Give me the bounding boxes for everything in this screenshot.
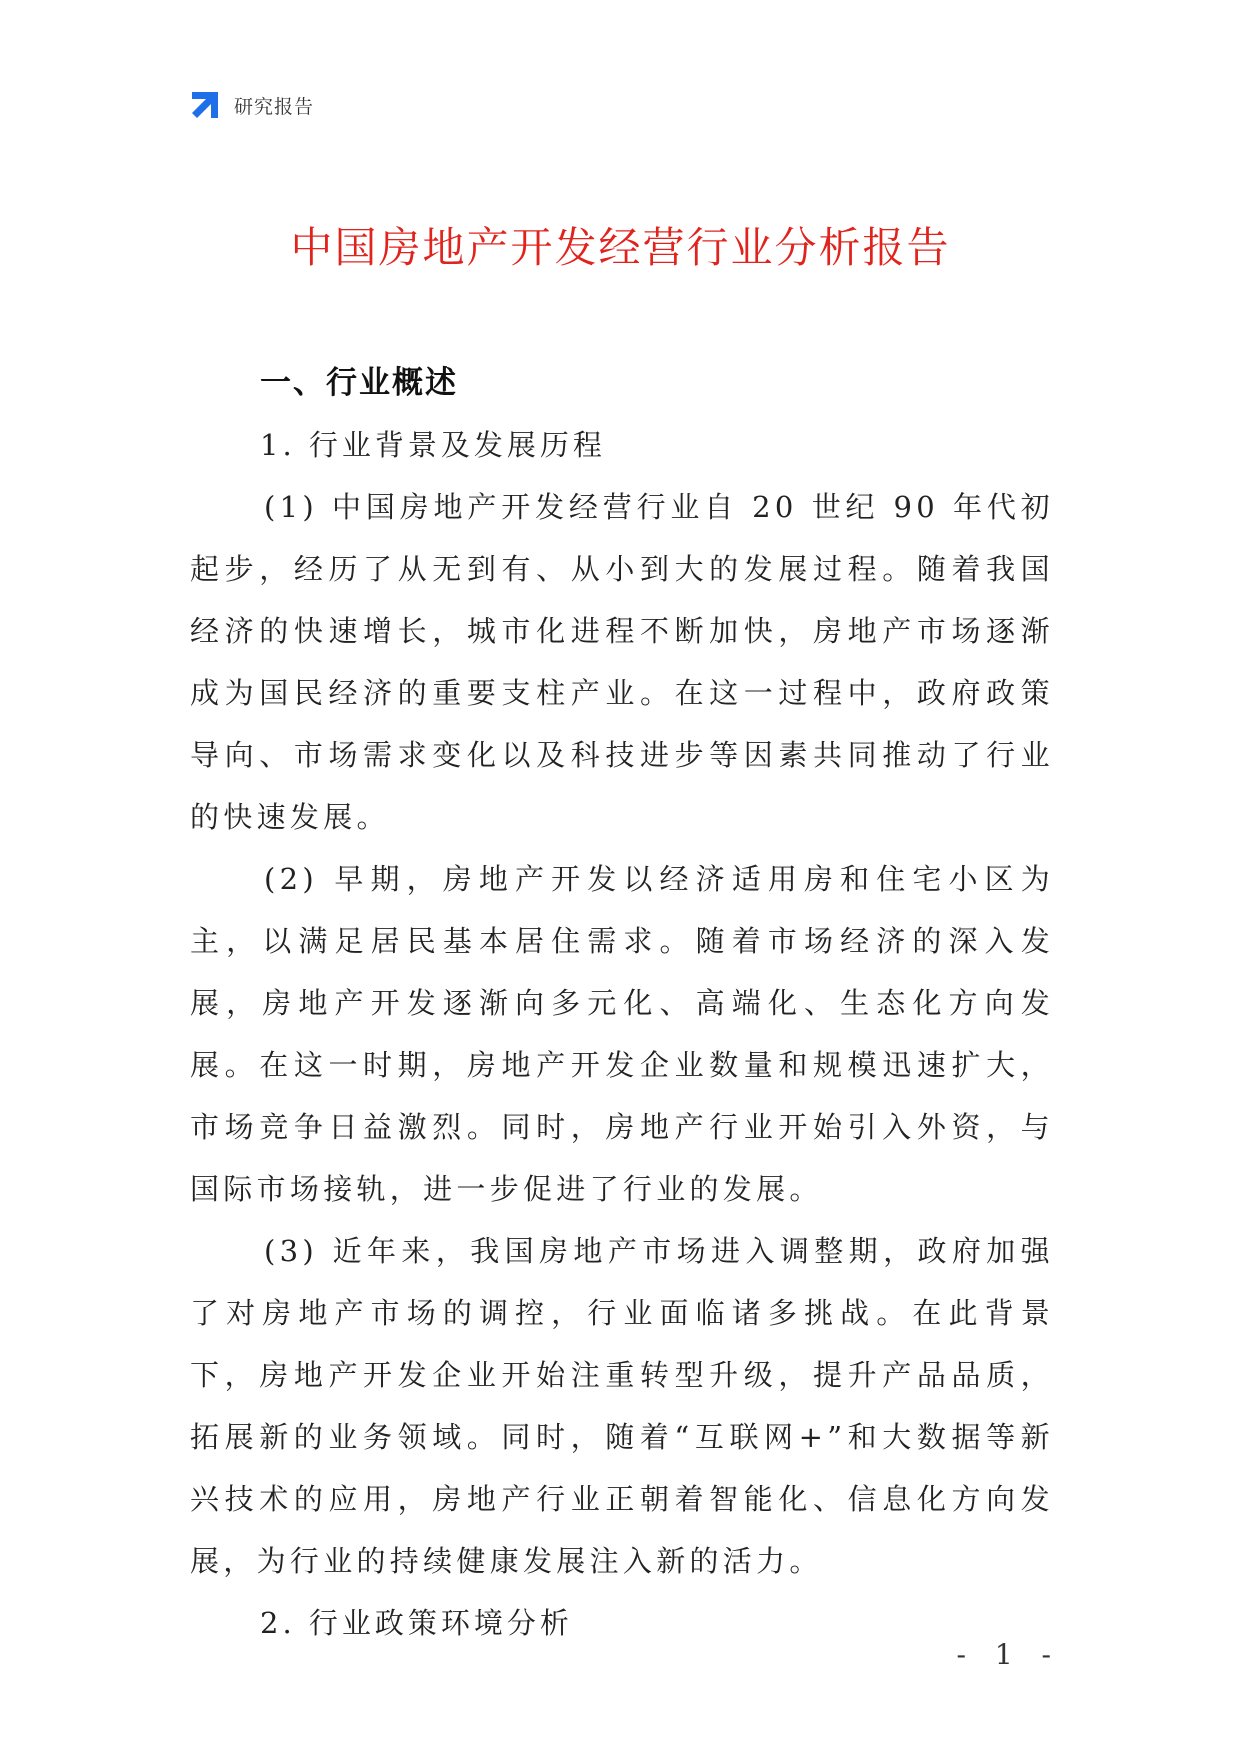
document-title: 中国房地产开发经营行业分析报告: [290, 223, 951, 272]
paragraph-2: (2) 早期，房地产开发以经济适用房和住宅小区为主，以满足居民基本居住需求。随着市场经济的深入发展，房地产开发逐渐向多元化、高端化、生态化方向发展。在这一时期，房地产开发企业数量和规模迅速扩大，市场竞争日益激烈。同时，房地产行业开始引入外资，与国际市场接轨，进一步促进了行业的发展。: [190, 862, 1054, 1206]
document-body: [190, 352, 1054, 1654]
section-heading: 一、行业概述: [260, 365, 458, 401]
paragraph-3: (3) 近年来，我国房地产市场进入调整期，政府加强了对房地产市场的调控，行业面临诸多挑战。在此背景下，房地产开发企业开始注重转型升级，提升产品品质，拓展新的业务领域。同时，随着“互联网+”和大数据等新兴技术的应用，房地产行业正朝着智能化、信息化方向发展，为行业的持续健康发展注入新的活力。: [190, 1234, 1054, 1578]
paragraph-1: (1) 中国房地产开发经营行业自 20 世纪 90 年代初起步，经历了从无到有、从小到大的发展过程。随着我国经济的快速增长，城市化进程不断加快，房地产市场逐渐成为国民经济的重要支柱产业。在这一过程中，政府政策导向、市场需求变化以及科技进步等因素共同推动了行业的快速发展。: [190, 490, 1054, 834]
page-number: - 1 -: [956, 1638, 1061, 1671]
report-header: [188, 88, 314, 122]
arrow-logo-icon: [188, 88, 222, 122]
header-label: 研究报告: [234, 95, 315, 118]
subsection-heading: 2. 行业政策环境分析: [260, 1606, 573, 1640]
subsection-heading: 1. 行业背景及发展历程: [260, 428, 606, 462]
